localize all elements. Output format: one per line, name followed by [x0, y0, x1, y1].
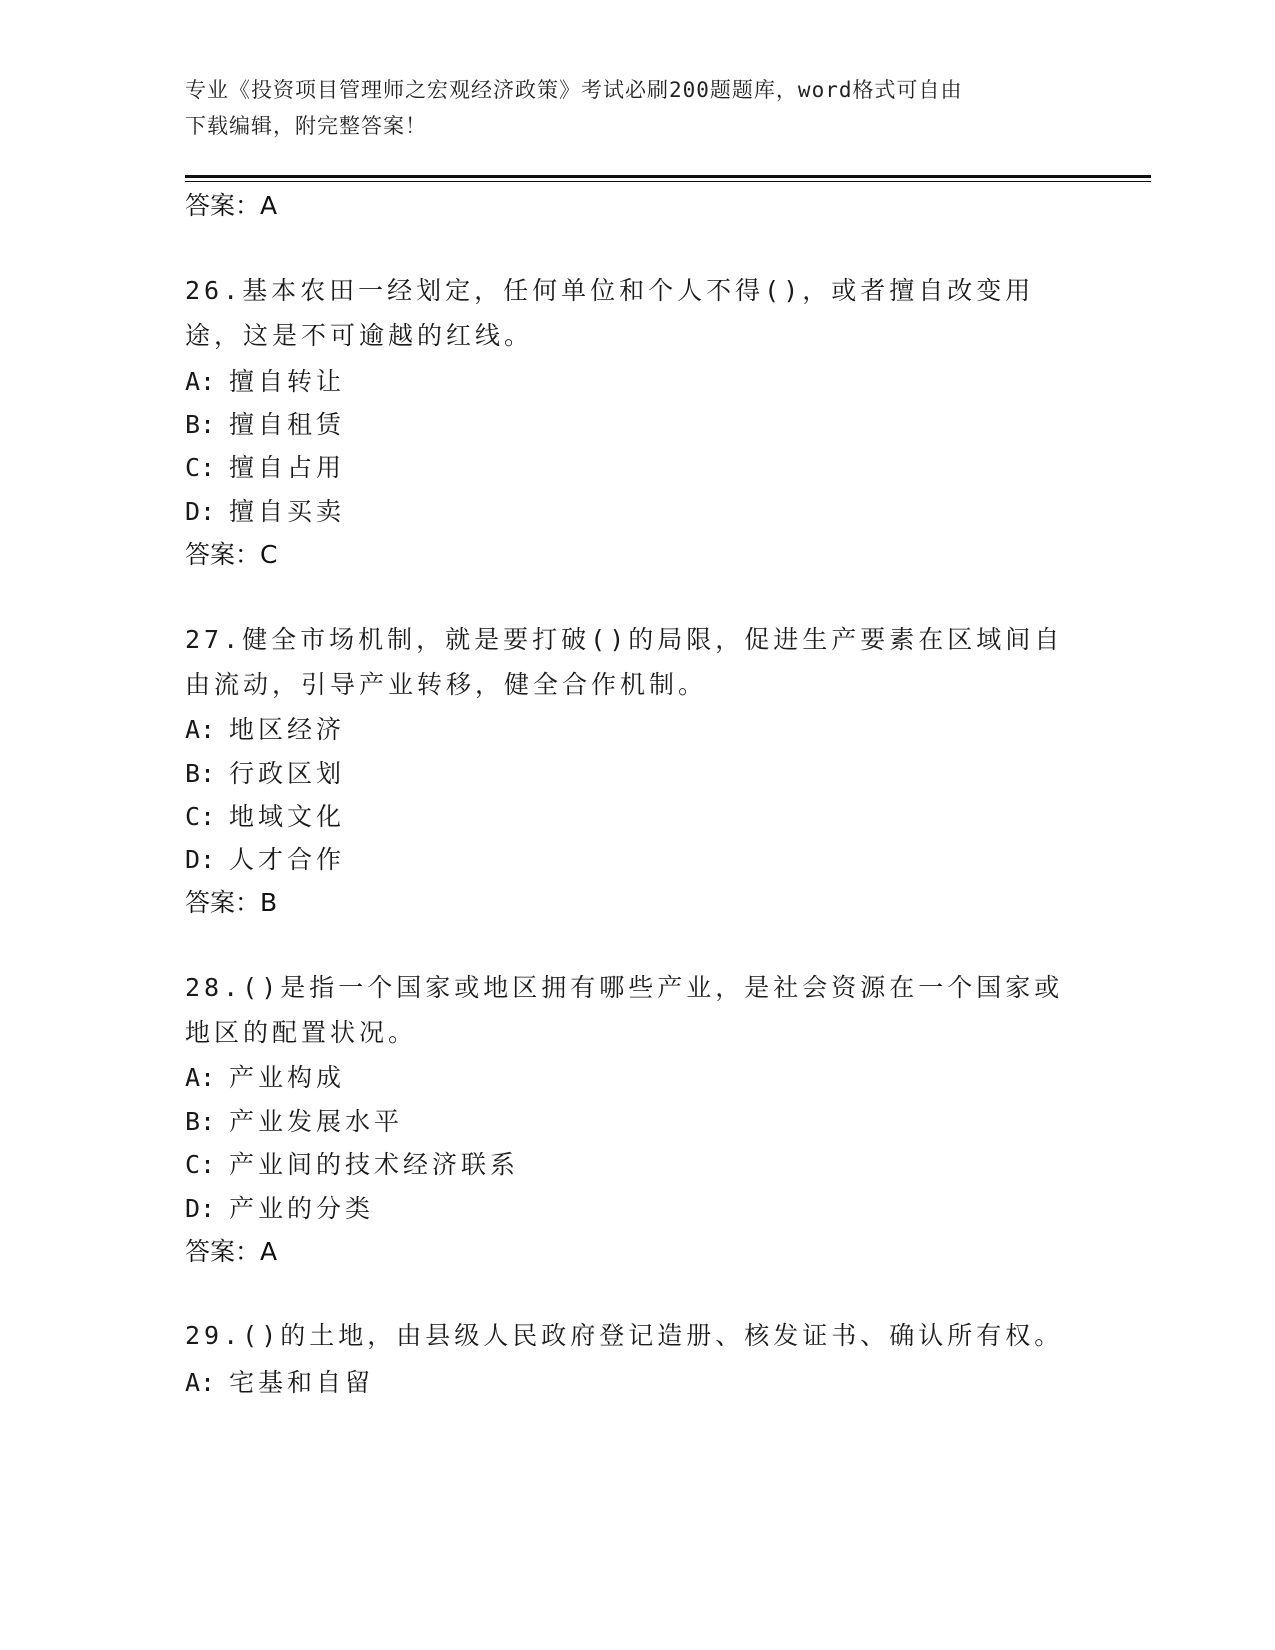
header-divider-thin [185, 181, 1151, 182]
question-27-option-c [185, 797, 345, 833]
question-27-option-a [185, 710, 345, 746]
option-letter: C: [185, 453, 216, 482]
document-header [185, 72, 1065, 144]
question-28-answer: 答案：A [185, 1237, 278, 1266]
header-divider-thick [185, 175, 1151, 178]
option-letter: C: [185, 802, 216, 831]
question-26-option-d [185, 492, 345, 528]
option-letter: C: [185, 1150, 216, 1179]
question-26-option-c [185, 448, 345, 484]
option-text: 产业的分类 [229, 1194, 375, 1223]
option-text: 人才合作 [229, 845, 346, 874]
question-29-option-a [185, 1363, 374, 1399]
question-28: 28.()是指一个国家或地区拥有哪些产业，是社会资源在一个国家或地区的配置状况。 [185, 973, 1064, 1047]
question-28-option-c [185, 1145, 519, 1181]
option-text: 地域文化 [229, 802, 346, 831]
question-28-option-a [185, 1058, 345, 1094]
option-letter: D: [185, 845, 216, 874]
option-letter: A: [185, 367, 216, 396]
option-letter: A: [185, 1368, 216, 1397]
question-26: 26.基本农田一经划定，任何单位和个人不得()，或者擅自改变用途，这是不可逾越的红线。 [185, 276, 1035, 350]
question-26-option-b [185, 405, 345, 441]
question-27-answer: 答案：B [185, 888, 278, 917]
option-letter: B: [185, 1107, 216, 1136]
option-text: 地区经济 [229, 715, 346, 744]
option-text: 产业间的技术经济联系 [229, 1150, 520, 1179]
option-text: 擅自转让 [229, 367, 346, 396]
option-letter: A: [185, 1063, 216, 1092]
header-line-1: 专业《投资项目管理师之宏观经济政策》考试必刷200题题库，word格式可自由 [185, 78, 963, 102]
option-text: 擅自租赁 [229, 410, 346, 439]
question-27-option-b [185, 754, 345, 790]
question-26-option-a [185, 362, 345, 398]
option-letter: B: [185, 410, 216, 439]
answer-previous: 答案：A [185, 191, 278, 220]
question-26-answer: 答案：C [185, 540, 278, 569]
question-29: 29.()的土地，由县级人民政府登记造册、核发证书、确认所有权。 [185, 1321, 1064, 1350]
option-text: 擅自买卖 [229, 497, 346, 526]
question-27: 27.健全市场机制，就是要打破()的局限，促进生产要素在区域间自由流动，引导产业转移，健全合作机制。 [185, 625, 1064, 699]
option-text: 行政区划 [229, 759, 346, 788]
question-28-option-b [185, 1102, 403, 1138]
header-line-2: 下载编辑，附完整答案！ [185, 114, 427, 138]
question-27-option-d [185, 840, 345, 876]
option-text: 擅自占用 [229, 453, 346, 482]
option-text: 产业构成 [229, 1063, 346, 1092]
option-letter: D: [185, 497, 216, 526]
option-letter: A: [185, 715, 216, 744]
option-text: 产业发展水平 [229, 1107, 404, 1136]
option-text: 宅基和自留 [229, 1368, 375, 1397]
option-letter: D: [185, 1194, 216, 1223]
option-letter: B: [185, 759, 216, 788]
question-28-option-d [185, 1189, 374, 1225]
